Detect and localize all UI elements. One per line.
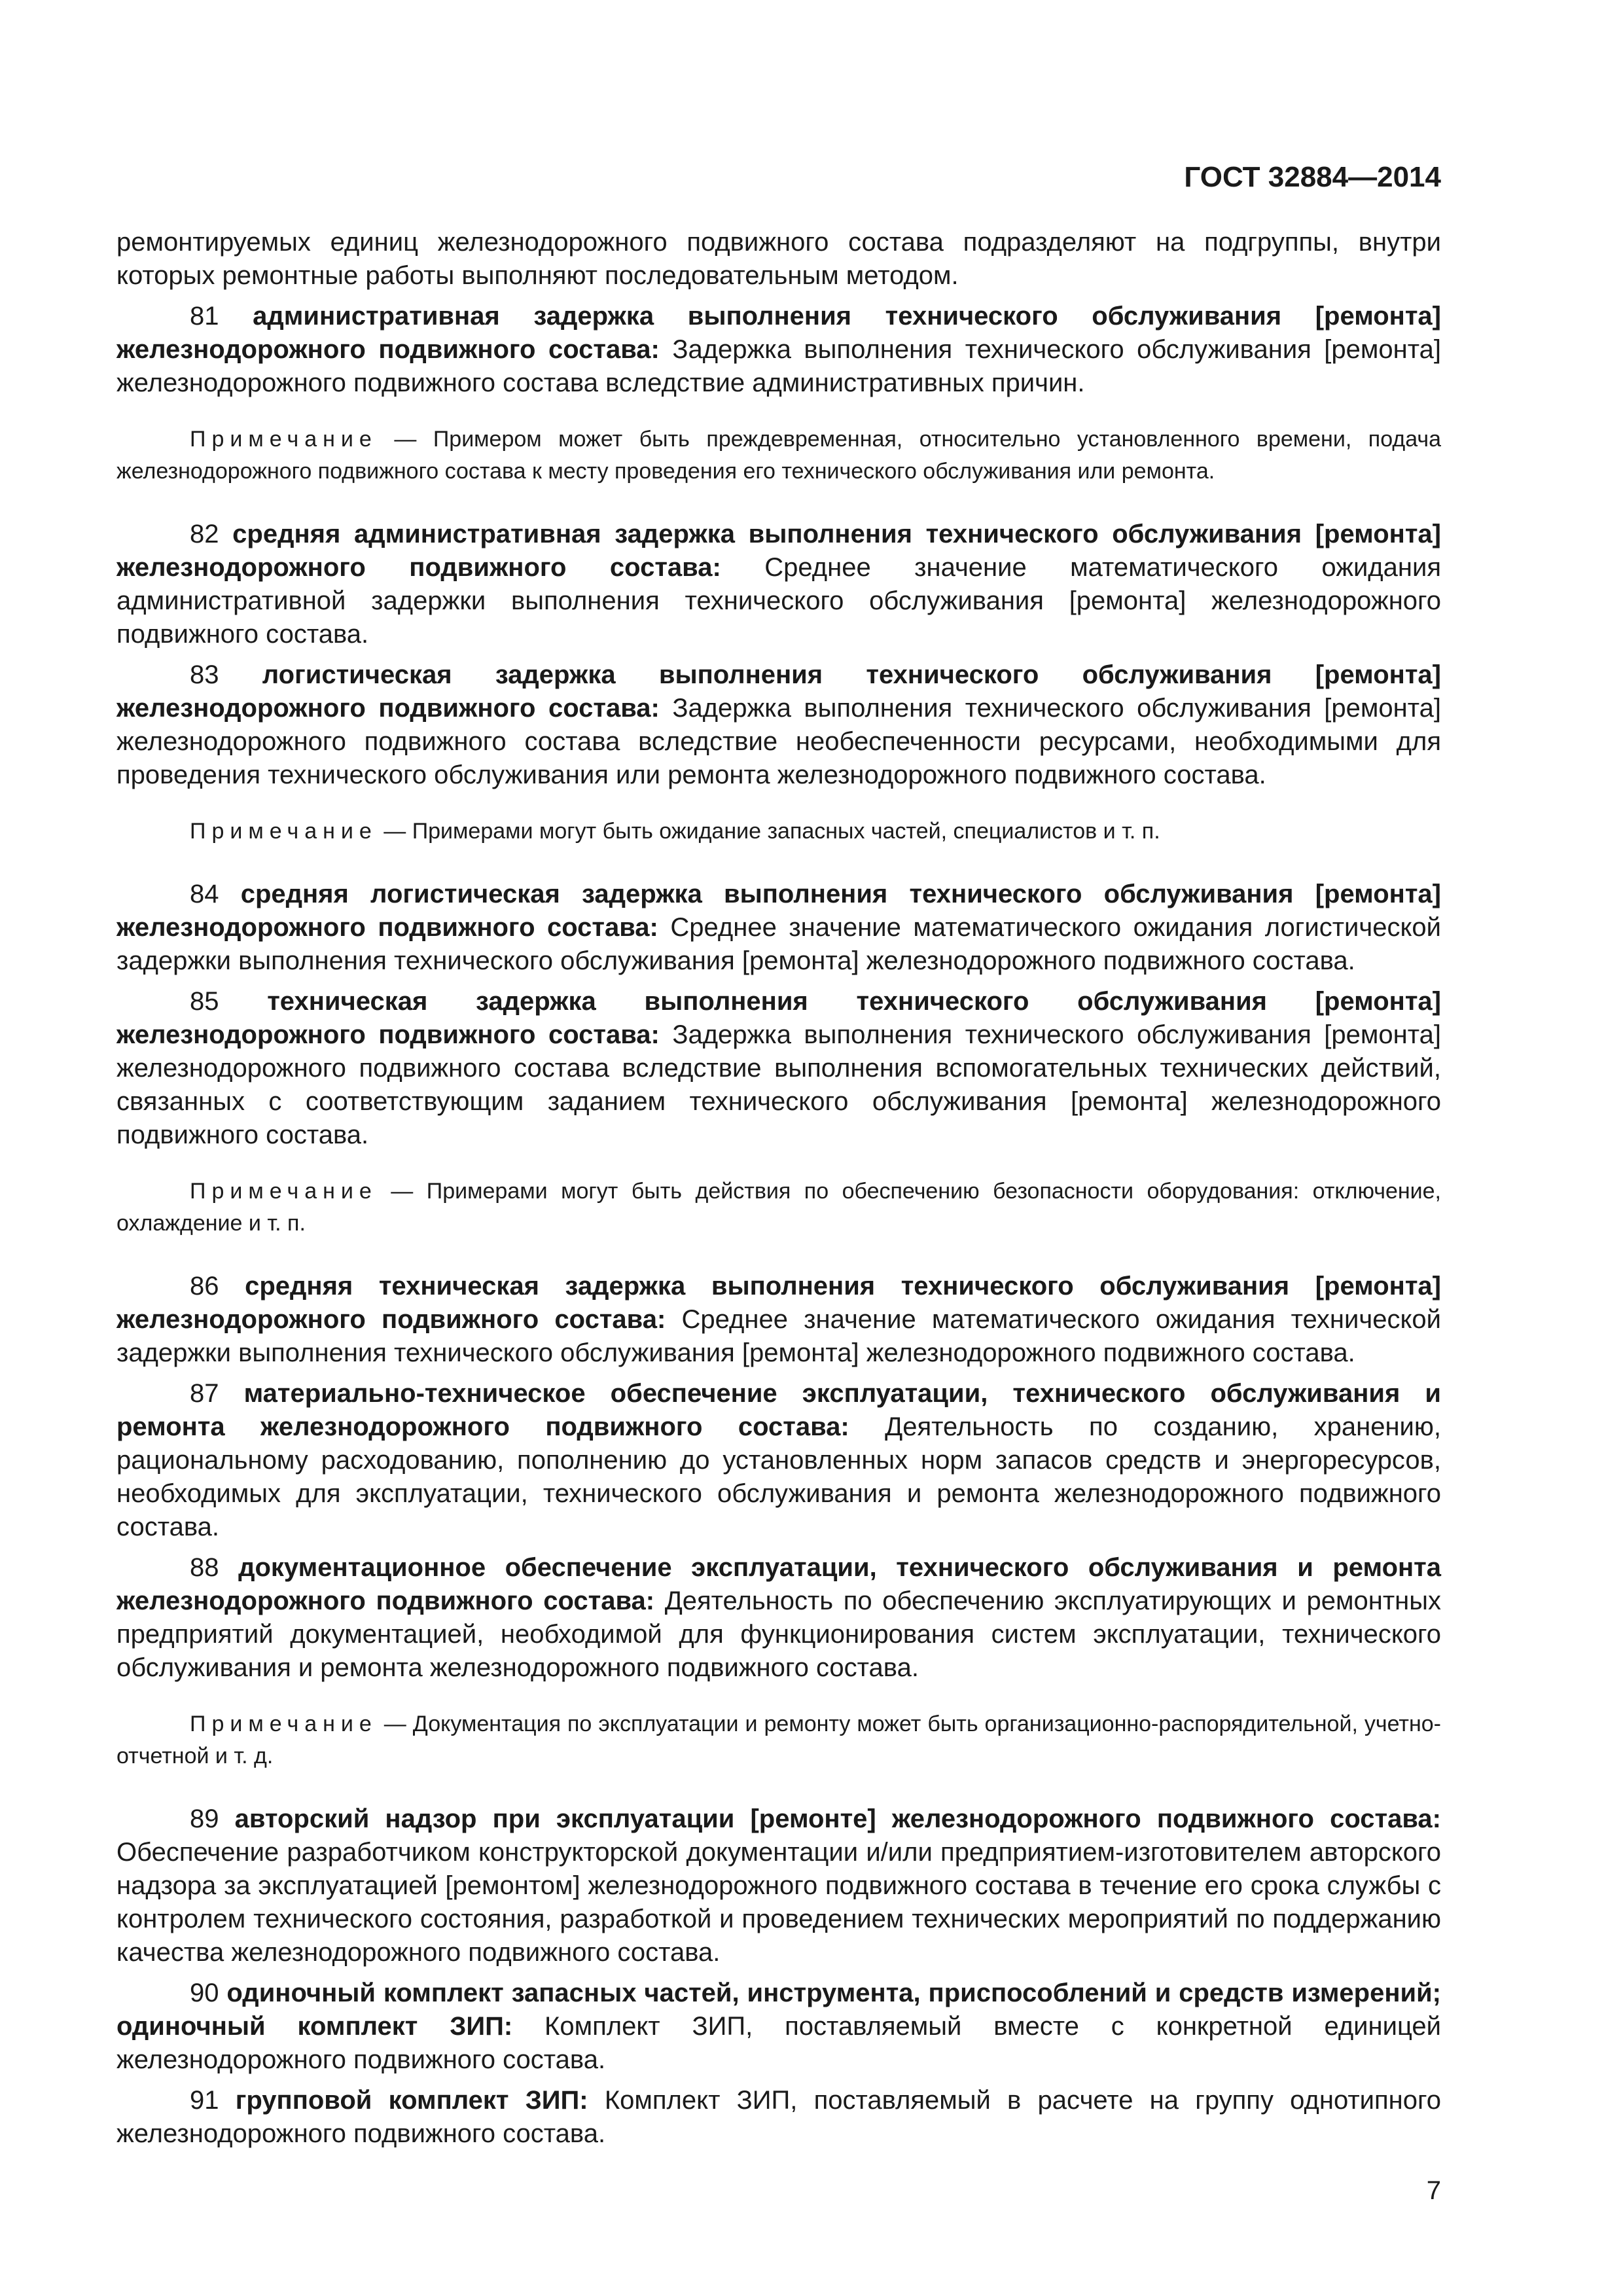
- term-number: 86: [190, 1272, 219, 1300]
- note-text: Примером может быть преждевременная, относительно установленного времени, подача железнодорожного подвижного состава к месту проведения его технического обслуживания или ремонта.: [116, 427, 1441, 484]
- term-definition: Комплект ЗИП, поставляемый в расчете на группу однотипного железнодорожного подвижного состава.: [116, 2086, 1441, 2148]
- term-definition: Среднее значение математического ожидания логистической задержки выполнения технического обслуживания [ремонта] железнодорожного подвижного состава.: [116, 913, 1441, 975]
- term-definition: Среднее значение математического ожидания административной задержки выполнения технического обслуживания [ремонта] железнодорожного подвижного состава.: [116, 553, 1441, 649]
- term-number: 81: [190, 302, 219, 331]
- term-name: средняя техническая задержка выполнения технического обслуживания [ремонта] железнодорожного подвижного состава:: [116, 1272, 1441, 1334]
- term-name: средняя административная задержка выполнения технического обслуживания [ремонта] железнодорожного подвижного состава:: [116, 520, 1441, 582]
- document-body: [116, 226, 1441, 2158]
- note-text: Примерами могут быть действия по обеспечению безопасности оборудования: отключение, охлаждение и т. п.: [116, 1179, 1441, 1236]
- term-name: одиночный комплект запасных частей, инструмента, приспособлений и средств измерений; одиночный комплект ЗИП:: [116, 1979, 1441, 2041]
- term-entry: [116, 878, 1441, 978]
- note-text: Примерами могут быть ожидание запасных частей, специалистов и т. п.: [412, 819, 1160, 844]
- term-entry: [116, 1551, 1441, 1685]
- term-definition: Комплект ЗИП, поставляемый вместе с конкретной единицей железнодорожного подвижного состава.: [116, 2012, 1442, 2074]
- term-number: 90: [190, 1979, 219, 2007]
- term-definition: Задержка выполнения технического обслуживания [ремонта] железнодорожного подвижного состава вследствие выполнения вспомогательных технических действий, связанных с соответствующим заданием технического обслуживания [ремонта] железнодорожного подвижного состава.: [116, 1020, 1441, 1149]
- term-name: средняя логистическая задержка выполнения технического обслуживания [ремонта] железнодорожного подвижного состава:: [116, 880, 1441, 942]
- term-entry: [116, 300, 1441, 400]
- note-label: Примечание: [190, 819, 378, 844]
- term-definition: Задержка выполнения технического обслуживания [ремонта] железнодорожного подвижного состава вследствие необеспеченности ресурсами, необходимыми для проведения технического обслуживания или ремонта железнодорожного подвижного состава.: [116, 694, 1441, 789]
- term-definition: Задержка выполнения технического обслуживания [ремонта] железнодорожного подвижного состава вследствие административных причин.: [116, 335, 1441, 397]
- term-number: 83: [190, 660, 219, 689]
- term-entry: [116, 1270, 1441, 1370]
- term-number: 88: [190, 1553, 219, 1582]
- term-entry: [116, 1803, 1441, 1969]
- term-name: документационное обеспечение эксплуатации, технического обслуживания и ремонта железнодорожного подвижного состава:: [116, 1553, 1441, 1615]
- term-definition: Деятельность по обеспечению эксплуатирующих и ремонтных предприятий документацией, необходимой для функционирования систем эксплуатации, технического обслуживания и ремонта железнодорожного подвижного состава.: [116, 1587, 1441, 1682]
- term-entry: [116, 1377, 1441, 1544]
- body-paragraph: ремонтируемых единиц железнодорожного подвижного состава подразделяют на подгруппы, внутри которых ремонтные работы выполняют последовательным методом.: [116, 228, 1441, 290]
- term-number: 89: [190, 1804, 219, 1833]
- note-paragraph: Примечание — Документация по эксплуатации и ремонту может быть организационно-распорядительной, учетно-отчетной и т. д.: [116, 1712, 1441, 1768]
- term-entry: [116, 985, 1441, 1152]
- term-entry: [116, 1977, 1441, 2077]
- term-name: техническая задержка выполнения технического обслуживания [ремонта] железнодорожного подвижного состава:: [116, 987, 1441, 1049]
- note-label: Примечание: [190, 1179, 378, 1204]
- term-number: 82: [190, 520, 219, 548]
- term-name: групповой комплект ЗИП:: [235, 2086, 588, 2115]
- term-name: административная задержка выполнения технического обслуживания [ремонта] железнодорожного подвижного состава:: [116, 302, 1441, 364]
- note-paragraph: Примечание — Примерами могут быть ожидание запасных частей, специалистов и т. п.: [190, 819, 1160, 844]
- term-definition: Среднее значение математического ожидания технической задержки выполнения технического обслуживания [ремонта] железнодорожного подвижного состава.: [116, 1305, 1441, 1367]
- term-name: материально-техническое обеспечение эксплуатации, технического обслуживания и ремонта железнодорожного подвижного состава:: [116, 1379, 1441, 1441]
- document-designation: ГОСТ 32884—2014: [1184, 161, 1441, 193]
- note-paragraph: Примечание — Примерами могут быть действия по обеспечению безопасности оборудования: отключение, охлаждение и т. п.: [116, 1179, 1441, 1236]
- note-text: Документация по эксплуатации и ремонту может быть организационно-распорядительной, учетно-отчетной и т. д.: [116, 1712, 1441, 1768]
- term-definition: Деятельность по созданию, хранению, рациональному расходованию, пополнению до установленных норм запасов средств и энергоресурсов, необходимых для эксплуатации, технического обслуживания и ремонта железнодорожного подвижного состава.: [116, 1412, 1441, 1541]
- page-number: 7: [1426, 2176, 1441, 2205]
- term-entry: [116, 518, 1441, 651]
- term-number: 87: [190, 1379, 219, 1408]
- term-number: 91: [190, 2086, 219, 2115]
- term-number: 84: [190, 880, 219, 908]
- term-name: авторский надзор при эксплуатации [ремонте] железнодорожного подвижного состава:: [234, 1804, 1441, 1833]
- note-paragraph: Примечание — Примером может быть преждевременная, относительно установленного времени, подача железнодорожного подвижного состава к месту проведения его технического обслуживания или ремонта.: [116, 427, 1441, 484]
- term-name: логистическая задержка выполнения технического обслуживания [ремонта] железнодорожного подвижного состава:: [116, 660, 1441, 723]
- note-label: Примечание: [190, 427, 378, 452]
- term-entry: [116, 2084, 1441, 2151]
- term-entry: [116, 658, 1441, 792]
- term-definition: Обеспечение разработчиком конструкторской документации и/или предприятием-изготовителем авторского надзора за эксплуатацией [ремонтом] железнодорожного подвижного состава в течение его срока службы с контролем технического состояния, разработкой и проведением технических мероприятий по поддержанию качества железнодорожного подвижного состава.: [116, 1838, 1441, 1967]
- term-number: 85: [190, 987, 219, 1016]
- note-label: Примечание: [190, 1712, 378, 1736]
